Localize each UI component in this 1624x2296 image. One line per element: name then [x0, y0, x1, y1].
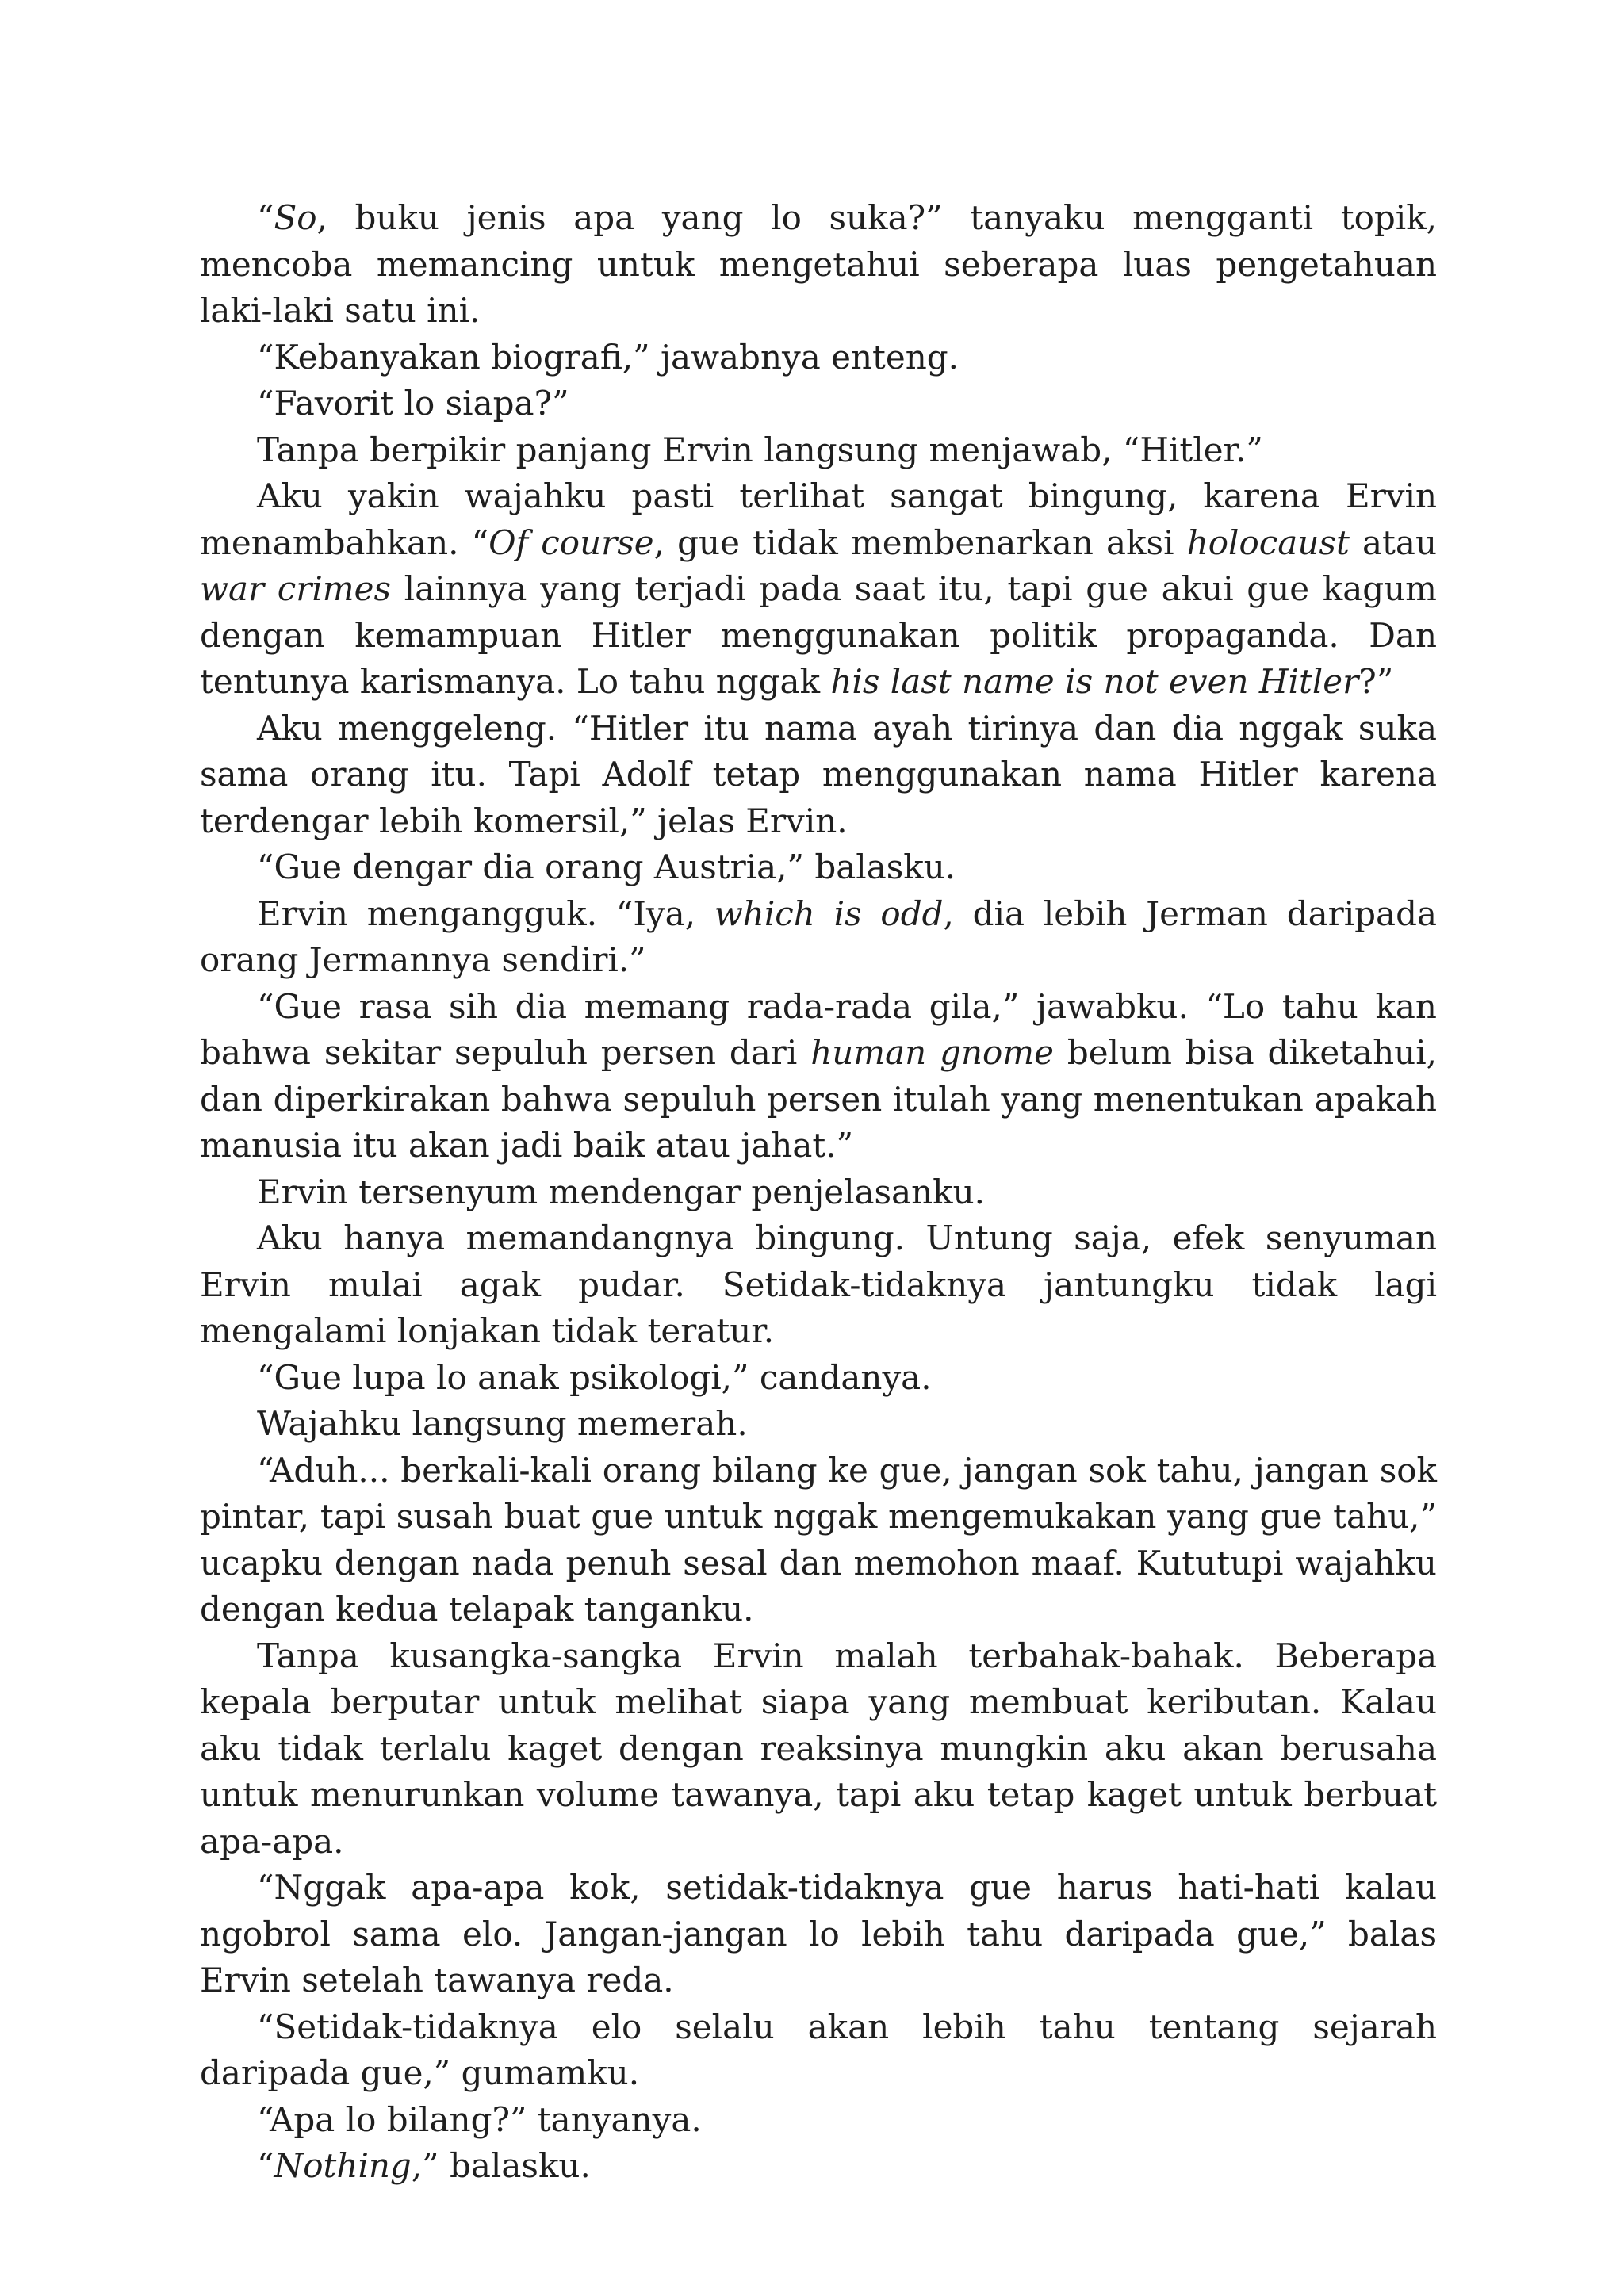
text-segment: “Aduh... berkali-kali orang bilang ke gue, jangan sok tahu, jangan sok pintar, tapi susah buat gue untuk nggak mengemukakan yang gue tahu,” ucapku dengan nada penuh sesal dan memohon maaf. Kututupi wajahku dengan kedua telapak tanganku. — [200, 1450, 1437, 1628]
paragraph — [200, 1215, 1437, 1355]
paragraph — [200, 427, 1437, 474]
italic-text-segment: holocaust — [1186, 522, 1350, 562]
text-segment: “Setidak-tidaknya elo selalu akan lebih tahu tentang sejarah daripada gue,” gumamku. — [200, 2007, 1437, 2092]
paragraph — [200, 1865, 1437, 2004]
paragraph — [200, 335, 1437, 381]
text-segment: Aku yakin wajahku pasti terlihat sangat bingung, karena Ervin menambahkan. “ — [200, 476, 1437, 562]
italic-text-segment: human gnome — [810, 1033, 1054, 1072]
text-segment: “Gue lupa lo anak psikologi,” candanya. — [257, 1357, 932, 1397]
text-segment: ?” — [1358, 662, 1394, 701]
text-segment: “Gue dengar dia orang Austria,” balasku. — [257, 848, 956, 886]
text-segment: lainnya yang terjadi pada saat itu, tapi gue akui gue kagum dengan kemampuan Hitler menggunakan politik propaganda. Dan tentunya karismanya. Lo tahu nggak — [200, 569, 1438, 701]
text-segment: Tanpa berpikir panjang Ervin langsung menjawab, “Hitler.” — [257, 430, 1263, 469]
text-segment: “Favorit lo siapa?” — [257, 384, 569, 423]
paragraph — [200, 1355, 1437, 1402]
italic-text-segment: war crimes — [200, 569, 391, 608]
text-segment: , dia lebih Jerman daripada orang Jermannya sendiri.” — [200, 894, 1437, 979]
paragraph — [200, 1169, 1437, 1216]
text-segment: Wajahku langsung memerah. — [257, 1404, 748, 1443]
text-segment: , gue tidak membenarkan aksi — [653, 522, 1187, 562]
text-segment: Aku hanya memandangnya bingung. Untung saja, efek senyuman Ervin mulai agak pudar. Setidak-tidaknya jantungku tidak lagi mengalami lonjakan tidak teratur. — [200, 1219, 1437, 1350]
paragraph — [200, 1401, 1437, 1448]
italic-text-segment: So — [274, 198, 317, 237]
italic-text-segment: Nothing — [274, 2146, 412, 2185]
document-page — [200, 195, 1437, 2190]
paragraph — [200, 1448, 1437, 1633]
text-segment: Tanpa kusangka-sangka Ervin malah terbahak-bahak. Beberapa kepala berputar untuk melihat siapa yang membuat keributan. Kalau aku tidak terlalu kaget dengan reaksinya mungkin aku akan berusaha untuk menurunkan volume tawanya, tapi aku tetap kaget untuk berbuat apa-apa. — [200, 1636, 1437, 1861]
paragraph — [200, 2143, 1437, 2190]
paragraph — [200, 984, 1437, 1169]
text-segment: “ — [257, 198, 274, 237]
text-segment: “Apa lo bilang?” tanyanya. — [257, 2099, 702, 2139]
paragraph — [200, 2004, 1437, 2097]
paragraph — [200, 891, 1437, 984]
italic-text-segment: his last name is not even Hitler — [830, 662, 1359, 701]
italic-text-segment: which is odd — [714, 894, 944, 933]
text-segment: atau — [1349, 522, 1438, 562]
paragraph — [200, 195, 1437, 335]
paragraph — [200, 2097, 1437, 2144]
paragraph — [200, 473, 1437, 706]
paragraph — [200, 706, 1437, 845]
text-segment: , buku jenis apa yang lo suka?” tanyaku mengganti topik, mencoba memancing untuk mengetahui seberapa luas pengetahuan laki-laki satu ini. — [200, 198, 1437, 330]
text-segment: ,” balasku. — [411, 2146, 591, 2185]
text-segment: Ervin mengangguk. “Iya, — [257, 894, 714, 933]
text-segment: “ — [257, 2146, 274, 2185]
text-segment: “Gue rasa sih dia memang rada-rada gila,” jawabku. “Lo tahu kan bahwa sekitar sepuluh persen dari — [200, 986, 1437, 1072]
italic-text-segment: Of course — [488, 522, 654, 562]
text-segment: “Nggak apa-apa kok, setidak-tidaknya gue harus hati-hati kalau ngobrol sama elo. Jangan-jangan lo lebih tahu daripada gue,” balas Ervin setelah tawanya reda. — [200, 1868, 1437, 1999]
paragraph — [200, 381, 1437, 427]
text-segment: belum bisa diketahui, dan diperkirakan bahwa sepuluh persen itulah yang menentukan apakah manusia itu akan jadi baik atau jahat.” — [200, 1033, 1437, 1165]
text-segment: Ervin tersenyum mendengar penjelasanku. — [257, 1172, 986, 1211]
text-segment: Aku menggeleng. “Hitler itu nama ayah tirinya dan dia nggak suka sama orang itu. Tapi Adolf tetap menggunakan nama Hitler karena terdengar lebih komersil,” jelas Ervin. — [200, 708, 1437, 840]
text-segment: “Kebanyakan biografi,” jawabnya enteng. — [257, 337, 959, 377]
paragraph — [200, 1633, 1437, 1866]
paragraph — [200, 844, 1437, 891]
